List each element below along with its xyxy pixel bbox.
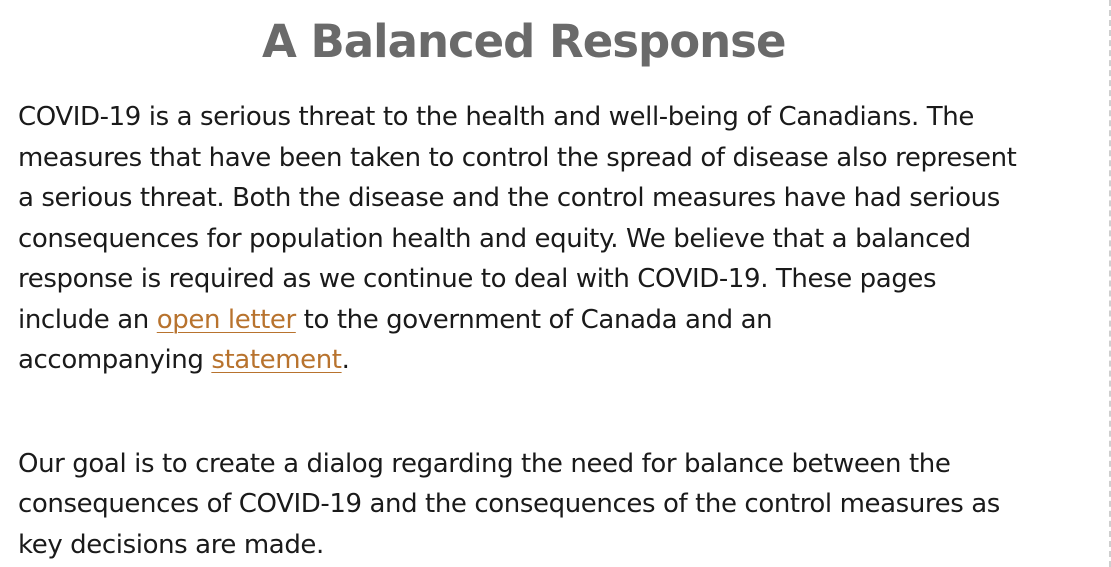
intro-line-2: measures that have been taken to control the spread of disease also represent: [18, 142, 1017, 173]
intro-line-7-text: accompanying: [18, 345, 212, 375]
intro-line-6-text: include an: [18, 304, 157, 335]
main-content: [18, 0, 1093, 565]
page-title: A Balanced Response: [262, 15, 786, 68]
intro-line-6: [18, 300, 1093, 341]
goal-line-3: key decisions are made.: [18, 529, 324, 560]
intro-line-4: consequences for population health and equity. We believe that a balanced: [18, 223, 971, 254]
intro-line-6-text-after: to the government of Canada and an: [295, 304, 773, 335]
intro-line-7: [18, 340, 1093, 381]
intro-line-3: a serious threat. Both the disease and the control measures have had serious: [18, 183, 1000, 213]
goal-line-1: Our goal is to create a dialog regarding the need for balance between the: [18, 448, 951, 479]
statement-link[interactable]: statement: [211, 345, 342, 375]
intro-line-1: COVID-19 is a serious threat to the health and well-being of Canadians. The: [18, 102, 974, 132]
intro-paragraph: [18, 97, 1093, 381]
goal-paragraph: [18, 444, 1093, 566]
open-letter-link[interactable]: open letter: [156, 304, 296, 335]
intro-line-5: response is required as we continue to deal with COVID-19. These pages: [18, 264, 937, 294]
intro-line-7-text-after: .: [341, 345, 350, 375]
goal-line-2: consequences of COVID-19 and the consequences of the control measures as: [18, 489, 1000, 519]
